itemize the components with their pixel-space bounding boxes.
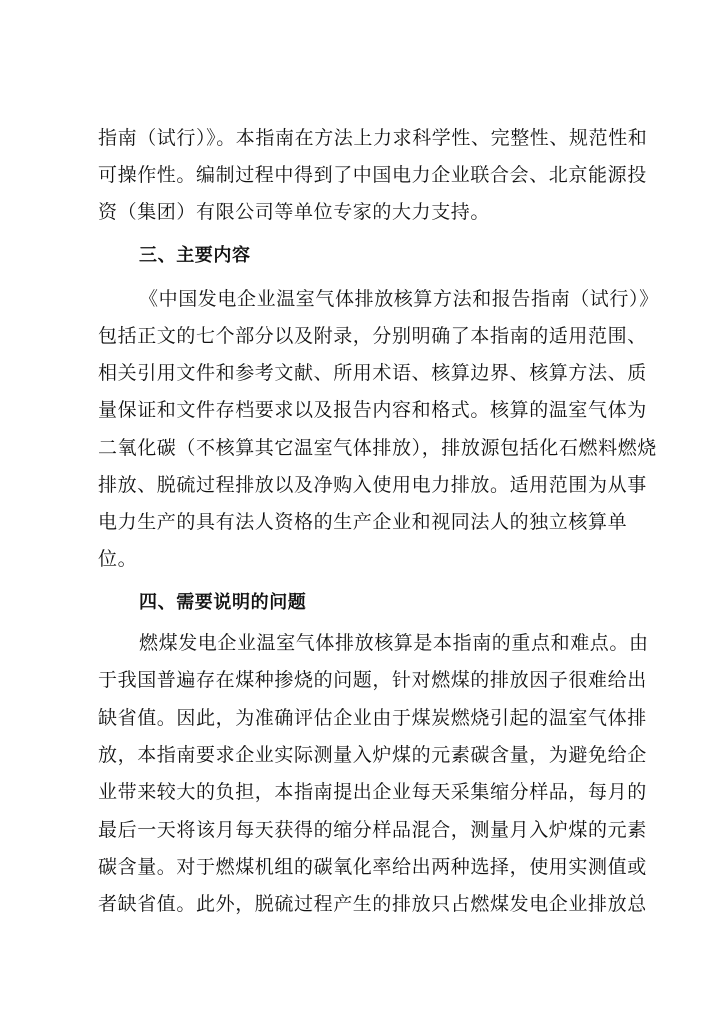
paragraph-line: 指南（试行）》。本指南在方法上力求科学性、完整性、规范性和 bbox=[98, 127, 648, 149]
paragraph-line: 于我国普遍存在煤种掺烧的问题，针对燃煤的排放因子很难给出 bbox=[98, 669, 647, 691]
paragraph-line: 碳含量。对于燃煤机组的碳氧化率给出两种选择，使用实测值或 bbox=[98, 856, 647, 878]
paragraph-line: 包括正文的七个部分以及附录，分别明确了本指南的适用范围、 bbox=[98, 325, 647, 347]
paragraph-line: 《中国发电企业温室气体排放核算方法和报告指南（试行）》 bbox=[139, 288, 659, 310]
paragraph-line: 资（集团）有限公司等单位专家的大力支持。 bbox=[98, 201, 491, 223]
paragraph-line: 放，本指南要求企业实际测量入炉煤的元素碳含量，为避免给企 bbox=[98, 744, 647, 766]
paragraph-line: 量保证和文件存档要求以及报告内容和格式。核算的温室气体为 bbox=[98, 399, 647, 421]
paragraph-line: 相关引用文件和参考文献、所用术语、核算边界、核算方法、质 bbox=[98, 362, 647, 384]
paragraph-line: 缺省值。因此，为准确评估企业由于煤炭燃烧引起的温室气体排 bbox=[98, 707, 647, 729]
paragraph-line: 业带来较大的负担，本指南提出企业每天采集缩分样品，每月的 bbox=[98, 781, 647, 803]
paragraph-line: 排放、脱硫过程排放以及净购入使用电力排放。适用范围为从事 bbox=[98, 474, 647, 496]
paragraph-line: 电力生产的具有法人资格的生产企业和视同法人的独立核算单 bbox=[98, 511, 628, 533]
paragraph-line: 二氧化碳（不核算其它温室气体排放），排放源包括化石燃料燃烧 bbox=[98, 437, 657, 459]
section-heading: 四、需要说明的问题 bbox=[139, 592, 307, 613]
section-heading: 三、主要内容 bbox=[139, 245, 251, 266]
paragraph-line: 燃煤发电企业温室气体排放核算是本指南的重点和难点。由 bbox=[139, 632, 649, 654]
paragraph-line: 最后一天将该月每天获得的缩分样品混合，测量月入炉煤的元素 bbox=[98, 819, 647, 841]
paragraph-line: 者缺省值。此外，脱硫过程产生的排放只占燃煤发电企业排放总 bbox=[98, 893, 647, 915]
paragraph-line: 可操作性。编制过程中得到了中国电力企业联合会、北京能源投 bbox=[98, 164, 647, 186]
paragraph-line: 位。 bbox=[98, 548, 138, 570]
